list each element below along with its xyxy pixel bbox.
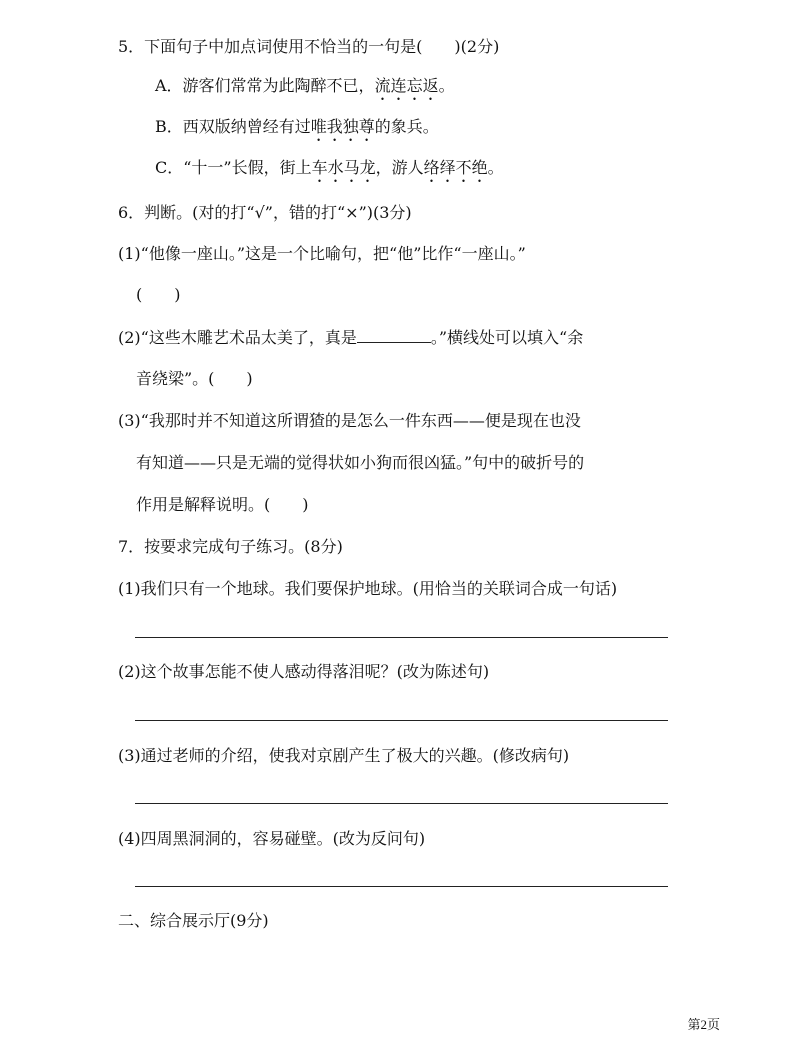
q5-option-b[interactable] xyxy=(155,116,439,145)
option-c-end: 。 xyxy=(487,158,504,177)
q5-stem: 5．下面句子中加点词使用不恰当的一句是( )(2分) xyxy=(118,37,500,56)
q5-option-a[interactable] xyxy=(155,75,455,104)
option-b-end: 的象兵。 xyxy=(374,117,439,136)
q7-item4: (4)四周黑洞洞的，容易碰壁。(改为反问句) xyxy=(118,829,426,848)
page-number: 第2页 xyxy=(687,1017,720,1032)
answer-line-3[interactable] xyxy=(135,803,668,804)
option-c-dotted-word-2: 络绎不绝 xyxy=(423,158,488,177)
option-a-text: A．游客们常常为此陶醉不已， xyxy=(155,76,375,95)
option-c-dotted-word-1: 车水马龙 xyxy=(311,158,376,177)
answer-line-2[interactable] xyxy=(135,720,668,721)
q6-item1-line1: (1)“他像一座山。”这是一个比喻句，把“他”比作“一座山。” xyxy=(118,244,526,263)
q6-item2-line2[interactable]: 音绕梁”。( ) xyxy=(136,369,253,388)
answer-line-4[interactable] xyxy=(135,886,668,887)
q6-item2-text-cont: 。”横线处可以填入“余 xyxy=(430,328,584,347)
q6-item2-text: (2)“这些木雕艺术品太美了，真是 xyxy=(118,328,357,347)
q6-item3-line3[interactable]: 作用是解释说明。( ) xyxy=(136,495,309,514)
q6-stem: 6．判断。(对的打“√”，错的打“×”)(3分) xyxy=(118,203,412,222)
q6-item2-line1 xyxy=(118,327,583,349)
option-b-text: B．西双版纳曾经有过 xyxy=(155,117,311,136)
q6-item3-line1: (3)“我那时并不知道这所谓猹的是怎么一件东西——便是现在也没 xyxy=(118,411,581,430)
fill-in-blank[interactable] xyxy=(357,328,431,343)
q6-item1-answer-parens[interactable]: ( ) xyxy=(136,285,181,304)
q6-item3-line2: 有知道——只是无端的觉得状如小狗而很凶猛。”句中的破折号的 xyxy=(136,453,585,472)
q7-stem: 7．按要求完成句子练习。(8分) xyxy=(118,537,343,556)
q7-item3: (3)通过老师的介绍，使我对京剧产生了极大的兴趣。(修改病句) xyxy=(118,746,570,765)
option-c-middle: ，游人 xyxy=(375,158,424,177)
q7-item1: (1)我们只有一个地球。我们要保护地球。(用恰当的关联词合成一句话) xyxy=(118,579,618,598)
option-c-text: C．“十一”长假，街上 xyxy=(155,158,312,177)
option-b-dotted-word: 唯我独尊 xyxy=(310,117,375,136)
q5-option-c[interactable] xyxy=(155,157,504,186)
section-2-title: 二、综合展示厅(9分) xyxy=(118,911,269,930)
answer-line-1[interactable] xyxy=(135,637,668,638)
q7-item2: (2)这个故事怎能不使人感动得落泪呢？(改为陈述句) xyxy=(118,662,490,681)
option-a-dotted-word: 流连忘返 xyxy=(374,76,439,95)
option-a-end: 。 xyxy=(438,76,455,95)
